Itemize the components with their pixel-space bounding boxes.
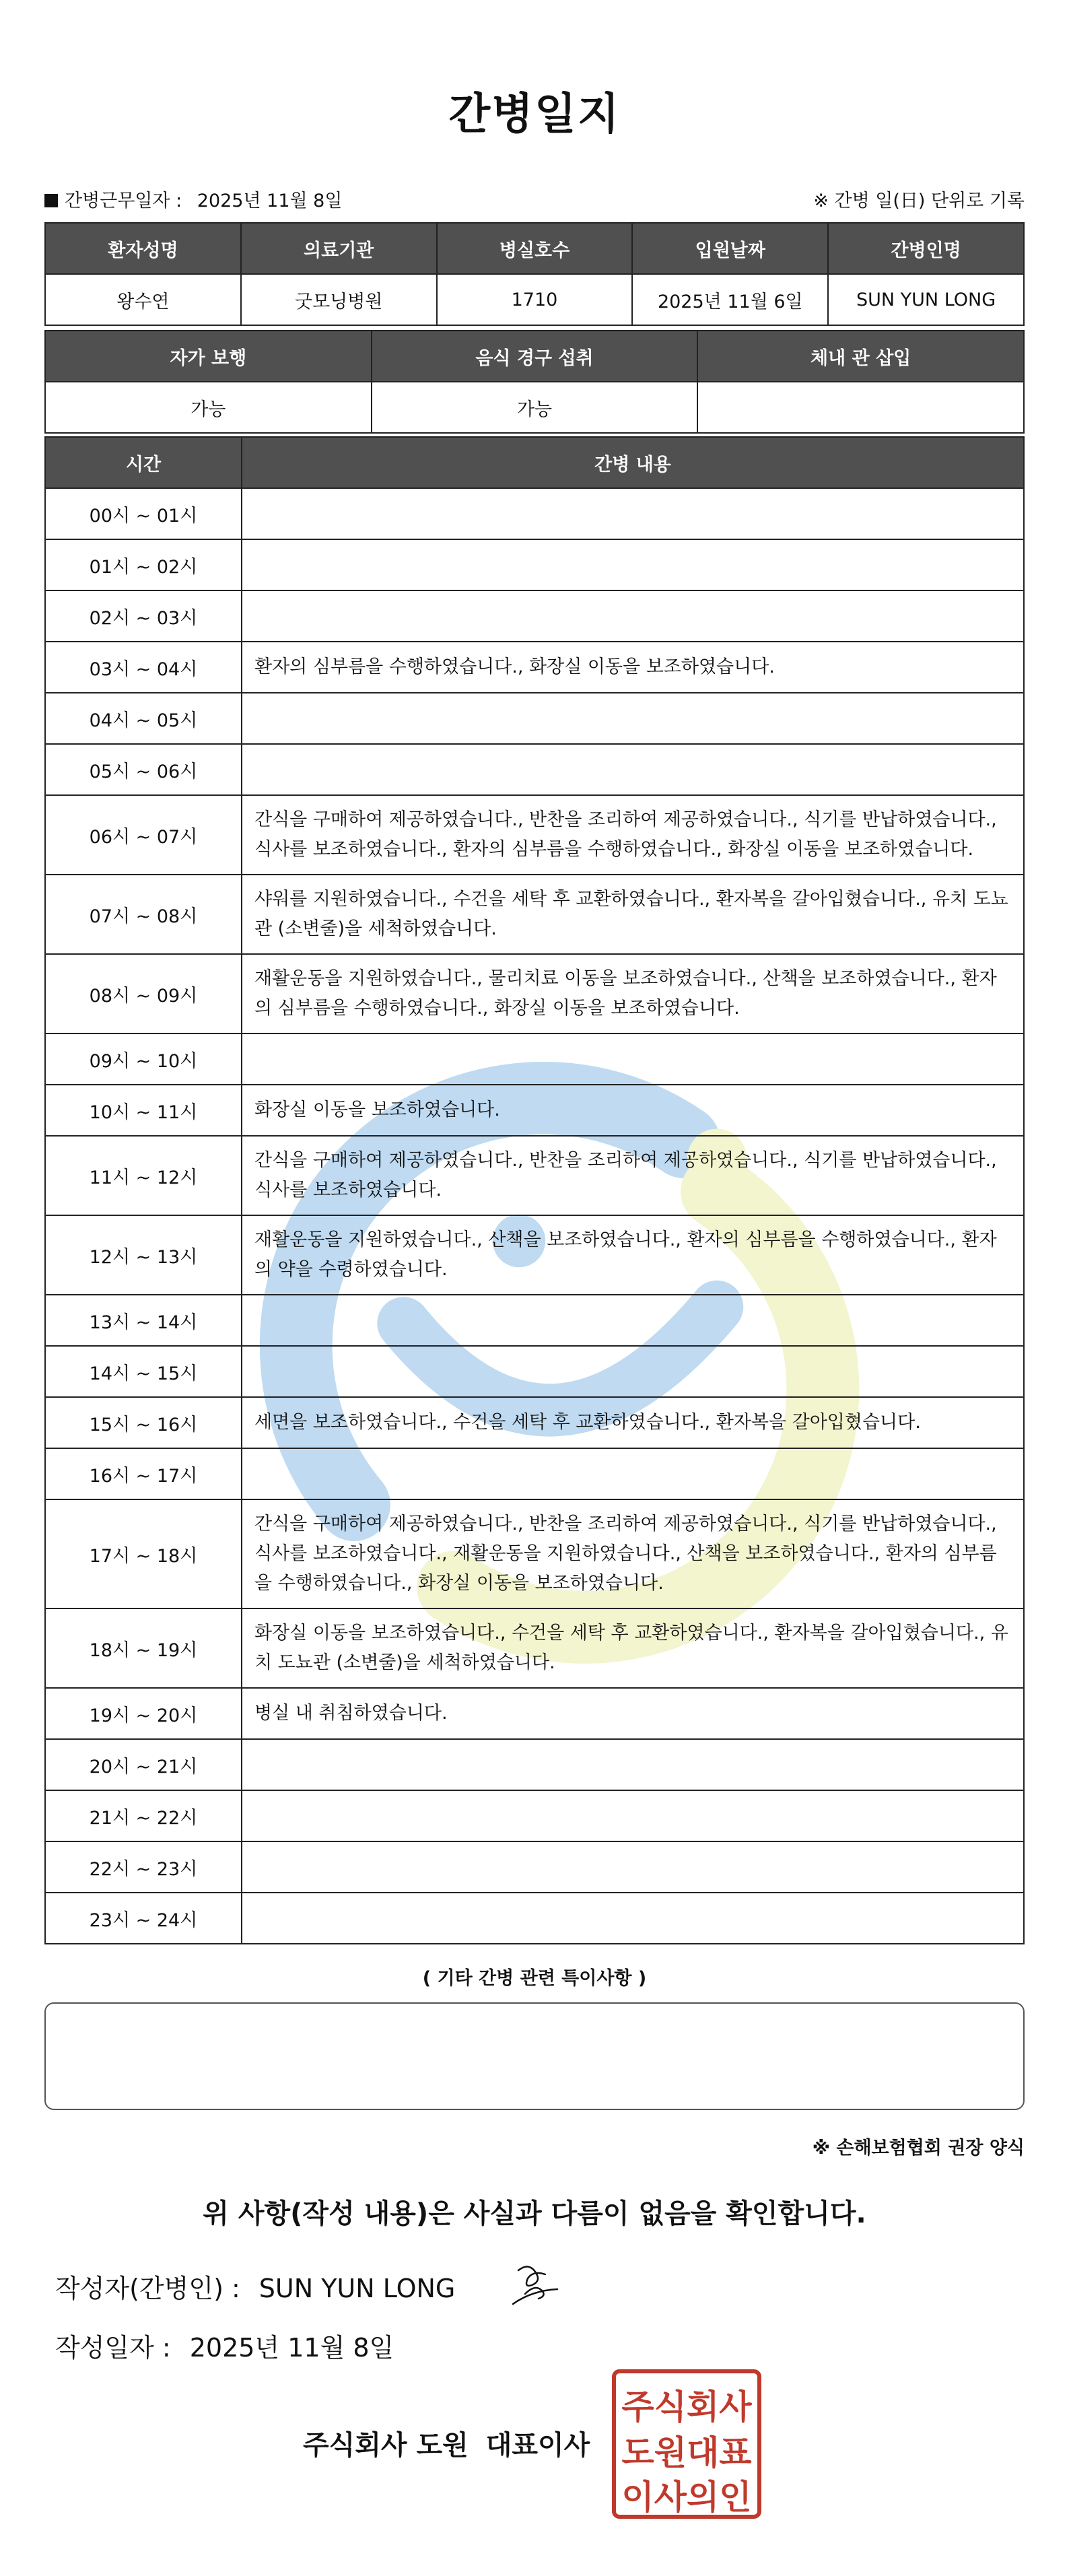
log-time-cell: 05시 ~ 06시 [45, 744, 242, 795]
header-admission-date: 입원날짜 [632, 223, 828, 274]
write-date-label: 작성일자 : [55, 2333, 171, 2363]
log-time-cell: 08시 ~ 09시 [45, 954, 242, 1033]
log-time-cell: 16시 ~ 17시 [45, 1448, 242, 1499]
care-log-row [45, 1295, 1024, 1346]
log-time-cell: 15시 ~ 16시 [45, 1397, 242, 1448]
care-log-row [45, 1346, 1024, 1397]
care-log-row [45, 1893, 1024, 1944]
log-time-cell: 01시 ~ 02시 [45, 539, 242, 590]
patient-info-header-row [45, 223, 1024, 274]
log-content-cell [242, 1295, 1024, 1346]
writer-label: 작성자(간병인) : [55, 2274, 240, 2303]
log-content-cell [242, 1841, 1024, 1893]
write-date-value: 2025년 11월 8일 [189, 2333, 394, 2363]
log-content-cell [242, 539, 1024, 590]
ability-value-row [45, 382, 1024, 433]
care-log-row [45, 744, 1024, 795]
seal-text-line: 이사의인 [621, 2477, 752, 2517]
log-time-cell: 18시 ~ 19시 [45, 1608, 242, 1688]
header-self-walking: 자가 보행 [45, 331, 372, 382]
log-content-cell [242, 1033, 1024, 1085]
patient-info-value-row [45, 274, 1024, 325]
care-log-row [45, 795, 1024, 875]
special-notes-box [44, 2002, 1025, 2110]
log-content-cell [242, 744, 1024, 795]
seal-text-line: 도원대표 [621, 2433, 752, 2472]
care-log-row [45, 1136, 1024, 1215]
log-content-cell: 환자의 심부름을 수행하였습니다., 화장실 이동을 보조하였습니다. [242, 642, 1024, 693]
log-time-cell: 10시 ~ 11시 [45, 1085, 242, 1136]
page-title: 간병일지 [448, 90, 621, 139]
log-content-cell: 세면을 보조하였습니다., 수건을 세탁 후 교환하였습니다., 환자복을 갈아입혔습니다. [242, 1397, 1024, 1448]
log-content-cell: 화장실 이동을 보조하였습니다. [242, 1085, 1024, 1136]
log-content-cell: 간식을 구매하여 제공하였습니다., 반찬을 조리하여 제공하였습니다., 식기를 반납하였습니다., 식사를 보조하였습니다., 재활운동을 지원하였습니다., 산책을 보조하였습니다., 환자의 심부름을 수행하였습니다., 화장실 이동을 보조하였습니다. [242, 1499, 1024, 1608]
header-care-content: 간병 내용 [242, 437, 1024, 488]
log-time-cell: 11시 ~ 12시 [45, 1136, 242, 1215]
patient-info-table [44, 222, 1025, 326]
log-content-cell [242, 1739, 1024, 1790]
admission-date: 2025년 11월 6일 [632, 274, 828, 325]
log-content-cell [242, 590, 1024, 642]
caregiver-name: SUN YUN LONG [828, 274, 1024, 325]
log-content-cell: 샤워를 지원하였습니다., 수건을 세탁 후 교환하였습니다., 환자복을 갈아입혔습니다., 유치 도뇨관 (소변줄)을 세척하였습니다. [242, 875, 1024, 954]
log-content-cell [242, 1790, 1024, 1841]
company-line [303, 2424, 590, 2462]
form-note: ※ 손해보험협회 권장 양식 [812, 2138, 1025, 2159]
header-hospital: 의료기관 [241, 223, 437, 274]
care-log-header-row [45, 437, 1024, 488]
room-number: 1710 [437, 274, 633, 325]
work-date-line [44, 186, 342, 212]
care-log-row [45, 1033, 1024, 1085]
care-log-row [45, 1688, 1024, 1739]
square-bullet-icon [44, 194, 58, 207]
care-log-row [45, 590, 1024, 642]
care-log-row [45, 1215, 1024, 1295]
care-log-row [45, 642, 1024, 693]
log-time-cell: 14시 ~ 15시 [45, 1346, 242, 1397]
header-room: 병실호수 [437, 223, 633, 274]
log-content-cell: 화장실 이동을 보조하였습니다., 수건을 세탁 후 교환하였습니다., 환자복을 갈아입혔습니다., 유치 도뇨관 (소변줄)을 세척하였습니다. [242, 1608, 1024, 1688]
log-time-cell: 06시 ~ 07시 [45, 795, 242, 875]
care-log-row [45, 1739, 1024, 1790]
care-log-row [45, 1085, 1024, 1136]
writer-name: SUN YUN LONG [258, 2274, 456, 2303]
work-date-label: 간병근무일자 : [65, 191, 182, 211]
log-content-cell [242, 488, 1024, 539]
log-content-cell: 재활운동을 지원하였습니다., 물리치료 이동을 보조하였습니다., 산책을 보조하였습니다., 환자의 심부름을 수행하였습니다., 화장실 이동을 보조하였습니다. [242, 954, 1024, 1033]
care-log-row [45, 1448, 1024, 1499]
header-tube-insertion: 체내 관 삽입 [697, 331, 1024, 382]
care-log-body [45, 488, 1024, 1944]
care-log-row [45, 693, 1024, 744]
care-log-row [45, 1499, 1024, 1608]
log-time-cell: 02시 ~ 03시 [45, 590, 242, 642]
log-time-cell: 23시 ~ 24시 [45, 1893, 242, 1944]
log-content-cell [242, 1448, 1024, 1499]
hospital-name: 굿모닝병원 [241, 274, 437, 325]
care-log-row [45, 1790, 1024, 1841]
ability-header-row [45, 331, 1024, 382]
log-time-cell: 19시 ~ 20시 [45, 1688, 242, 1739]
ability-table [44, 330, 1025, 434]
log-time-cell: 21시 ~ 22시 [45, 1790, 242, 1841]
log-time-cell: 04시 ~ 05시 [45, 693, 242, 744]
company-ceo: 대표이사 [485, 2430, 590, 2461]
log-content-cell [242, 693, 1024, 744]
special-notes-title: ( 기타 간병 관련 특이사항 ) [422, 1968, 647, 1989]
log-content-cell: 병실 내 취침하였습니다. [242, 1688, 1024, 1739]
tube-insertion-value [697, 382, 1024, 433]
log-content-cell: 재활운동을 지원하였습니다., 산책을 보조하였습니다., 환자의 심부름을 수행하였습니다., 환자의 약을 수령하였습니다. [242, 1215, 1024, 1295]
care-log-row [45, 954, 1024, 1033]
log-content-cell [242, 1893, 1024, 1944]
care-log-row [45, 488, 1024, 539]
log-content-cell: 간식을 구매하여 제공하였습니다., 반찬을 조리하여 제공하였습니다., 식기를 반납하였습니다., 식사를 보조하였습니다. [242, 1136, 1024, 1215]
care-log-row [45, 875, 1024, 954]
log-time-cell: 17시 ~ 18시 [45, 1499, 242, 1608]
self-walking-value: 가능 [45, 382, 372, 433]
signature-mark [505, 2257, 565, 2311]
header-caregiver: 간병인명 [828, 223, 1024, 274]
care-log-row [45, 1608, 1024, 1688]
oral-intake-value: 가능 [372, 382, 698, 433]
patient-name: 왕수연 [45, 274, 241, 325]
write-date-line [55, 2327, 394, 2364]
company-name: 주식회사 도원 [303, 2430, 469, 2461]
log-time-cell: 00시 ~ 01시 [45, 488, 242, 539]
confirmation-statement: 위 사항(작성 내용)은 사실과 다름이 없음을 확인합니다. [203, 2198, 866, 2229]
header-oral-intake: 음식 경구 섭취 [372, 331, 698, 382]
company-seal [610, 2367, 763, 2521]
log-time-cell: 22시 ~ 23시 [45, 1841, 242, 1893]
log-time-cell: 12시 ~ 13시 [45, 1215, 242, 1295]
seal-text-line: 주식회사 [621, 2387, 752, 2427]
care-log-row [45, 539, 1024, 590]
log-time-cell: 13시 ~ 14시 [45, 1295, 242, 1346]
care-log-row [45, 1841, 1024, 1893]
log-content-cell: 간식을 구매하여 제공하였습니다., 반찬을 조리하여 제공하였습니다., 식기를 반납하였습니다., 식사를 보조하였습니다., 환자의 심부름을 수행하였습니다., 화장실 이동을 보조하였습니다. [242, 795, 1024, 875]
log-time-cell: 20시 ~ 21시 [45, 1739, 242, 1790]
writer-line [55, 2268, 455, 2305]
log-time-cell: 09시 ~ 10시 [45, 1033, 242, 1085]
log-time-cell: 07시 ~ 08시 [45, 875, 242, 954]
header-patient-name: 환자성명 [45, 223, 241, 274]
log-content-cell [242, 1346, 1024, 1397]
care-log-table [44, 436, 1025, 1944]
log-time-cell: 03시 ~ 04시 [45, 642, 242, 693]
work-date-value: 2025년 11월 8일 [197, 191, 343, 211]
care-log-row [45, 1397, 1024, 1448]
header-time: 시간 [45, 437, 242, 488]
unit-note: ※ 간병 일(日) 단위로 기록 [813, 191, 1025, 211]
